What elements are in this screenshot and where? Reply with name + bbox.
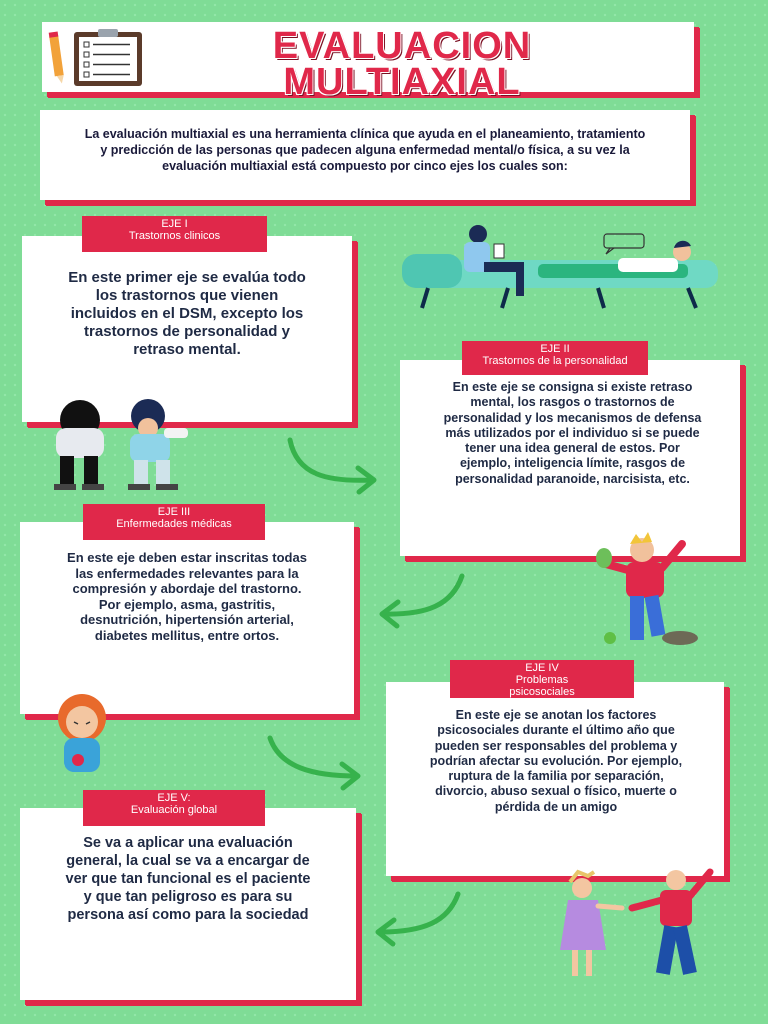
axis-4-tag xyxy=(450,660,634,698)
axis-2-tag xyxy=(462,341,648,375)
axis-1-tag-number: EJE I xyxy=(161,218,188,230)
clipboard-icon xyxy=(48,26,148,90)
couple-arguing-illustration xyxy=(552,866,722,982)
axis-2-tag-title: Trastornos de la personalidad xyxy=(482,355,628,367)
therapy-session-illustration xyxy=(398,224,728,316)
curved-arrow-icon xyxy=(372,570,472,630)
axis-3-tag xyxy=(83,504,265,540)
page-title xyxy=(212,25,592,103)
axis-4-tag-title: Problemas psicosociales xyxy=(509,674,575,698)
axis-4-tag-number: EJE IV xyxy=(525,662,559,674)
axis-3-tag-number: EJE III xyxy=(157,506,191,518)
axis-5-tag xyxy=(83,790,265,826)
sad-students-illustration xyxy=(36,398,206,494)
axis-1-card xyxy=(22,236,352,422)
axis-2-card xyxy=(400,360,740,556)
axis-5-text: Se va a aplicar una evaluación general, la cual se va a encargar de ver que tan funcional es el paciente y que tan peligroso es para su persona así como para la sociedad xyxy=(65,835,311,923)
intro-card xyxy=(40,110,690,200)
axis-1-text: En este primer eje se evalúa todo los trastornos que vienen incluidos en el DSM, excepto los trastornos de personalidad y retraso mental. xyxy=(68,269,306,358)
axis-2-text: En este eje se consigna si existe retraso mental, los rasgos o trastornos de personalidad y los mecanismos de defensa más utilizados por el individuo si se puede tener una idea general de estos. Por ejemplo, inteligencia límite, rasgos de personalidad paranoide, narcisista, etc. xyxy=(443,380,702,486)
curved-arrow-icon xyxy=(262,732,372,792)
axis-1-tag-title: Trastornos clinicos xyxy=(128,230,221,242)
title-line-1: EVALUACION xyxy=(272,25,532,67)
title-line-2: MULTIAXIAL xyxy=(283,61,521,103)
intro-text: La evaluación multiaxial es una herramienta clínica que ayuda en el planeamiento, tratamiento y predicción de las personas que padecen alguna enfermedad mental/o física, a su vez la evaluación multiaxial está compuesto por cinco ejes los cuales son: xyxy=(84,127,646,173)
axis-4-text: En este eje se anotan los factores psicosociales durante el último año que pueden ser responsables del problema y podrían afectar su evolución. Por ejemplo, ruptura de la familia por separación, divorcio, abuso sexual o físico, muerte o pérdida de un amigo xyxy=(429,708,683,814)
axis-5-card xyxy=(20,808,356,1000)
axis-5-tag-title: Evaluación global xyxy=(130,804,218,816)
axis-1-tag xyxy=(82,216,267,252)
man-with-frog-illustration xyxy=(594,530,704,650)
axis-3-tag-title: Enfermedades médicas xyxy=(116,518,232,530)
axis-3-card xyxy=(20,522,354,714)
axis-3-text: En este eje deben estar inscritas todas las enfermedades relevantes para la compresión y abordaje del trastorno. Por ejemplo, asma, gastritis, desnutrición, hipertensión arterial, diabetes mellitus, entre ortos. xyxy=(67,550,307,643)
axis-5-tag-number: EJE V: xyxy=(157,792,191,804)
axis-4-card xyxy=(386,682,724,876)
girl-stomachache-illustration xyxy=(42,692,122,778)
curved-arrow-icon xyxy=(282,430,392,500)
curved-arrow-icon xyxy=(368,890,468,950)
axis-2-tag-number: EJE II xyxy=(540,343,570,355)
